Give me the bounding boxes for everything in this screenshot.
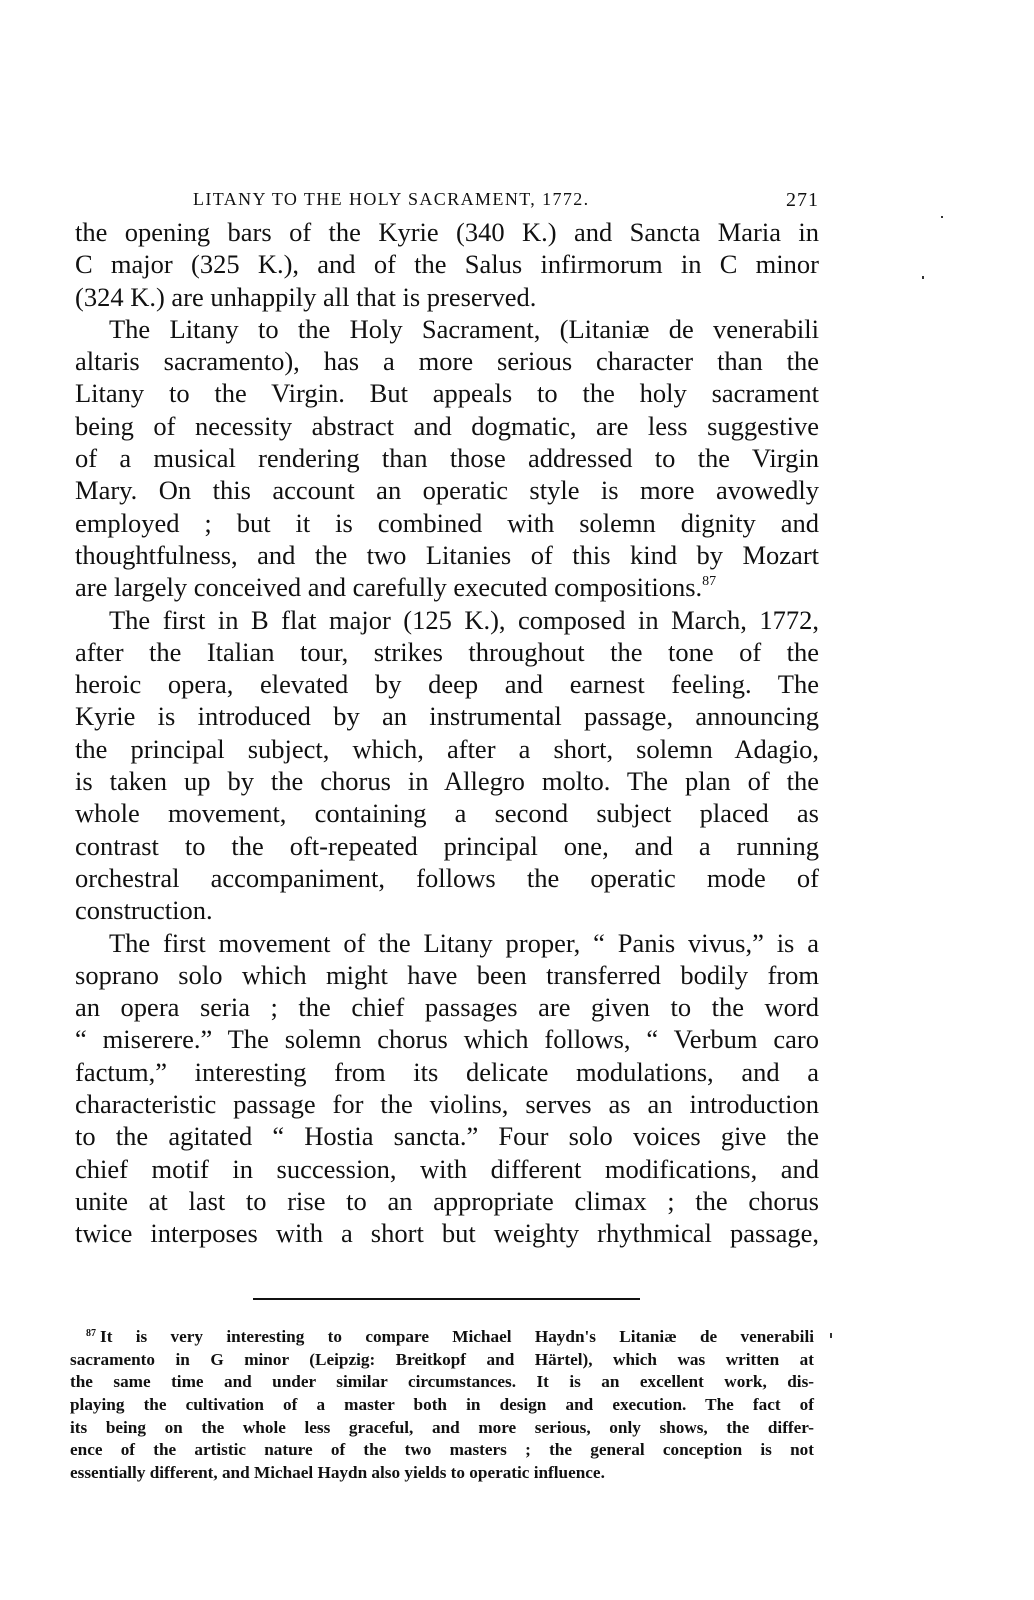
footnote-line-content: its being on the whole less graceful, and more serious, only shows, the differ- <box>70 1417 814 1437</box>
text-line <box>75 313 819 345</box>
text-line <box>75 571 819 603</box>
text-line <box>75 345 819 377</box>
footnote-line <box>70 1394 814 1417</box>
scan-speck <box>941 216 943 218</box>
text-line-content: unite at last to rise to an appropriate climax ; the chorus <box>75 1185 819 1216</box>
text-line <box>75 1023 819 1055</box>
text-line <box>75 862 819 894</box>
text-line <box>75 410 819 442</box>
text-line-content: “ miserere.” The solemn chorus which follows, “ Verbum caro <box>75 1024 819 1055</box>
text-line <box>75 377 819 409</box>
text-line <box>75 1185 819 1217</box>
text-line <box>75 894 819 926</box>
text-line-content: contrast to the oft-repeated principal one, and a running <box>75 830 819 861</box>
text-line <box>75 539 819 571</box>
text-line-content: being of necessity abstract and dogmatic, are less suggestive <box>75 410 819 441</box>
text-line <box>75 1056 819 1088</box>
text-line-content: Mary. On this account an operatic style is more avowedly <box>75 475 819 506</box>
page-number: 271 <box>786 189 819 211</box>
text-line-content: C major (325 K.), and of the Salus infirmorum in C minor <box>75 249 819 280</box>
footnote-87 <box>70 1326 814 1485</box>
text-line-content: the principal subject, which, after a short, solemn Adagio, <box>75 733 819 764</box>
footnote-line <box>70 1326 814 1349</box>
text-line-content: Kyrie is introduced by an instrumental passage, announcing <box>75 701 819 732</box>
footnote-reference[interactable]: 87 <box>702 574 717 590</box>
running-header-title: LITANY TO THE HOLY SACRAMENT, 1772. <box>193 189 590 209</box>
footnote-line-content: essentially different, and Michael Haydn also yields to operatic influence. <box>70 1463 605 1483</box>
scan-speck <box>922 276 924 279</box>
text-line <box>75 959 819 991</box>
text-line-content: after the Italian tour, strikes throughout the tone of the <box>75 636 819 667</box>
footnote-separator-rule <box>253 1298 640 1300</box>
text-line <box>75 765 819 797</box>
text-line-content: construction. <box>75 895 213 926</box>
text-line-content: are largely conceived and carefully executed compositions. <box>75 572 703 603</box>
text-line <box>75 797 819 829</box>
scan-speck <box>830 1333 832 1338</box>
text-line-content: chief motif in succession, with different modifications, and <box>75 1153 819 1184</box>
footnote-line-content: sacramento in G minor (Leipzig: Breitkopf and Härtel), which was written at <box>70 1349 814 1369</box>
text-line-content: twice interposes with a short but weighty rhythmical passage, <box>75 1218 819 1249</box>
text-line-content: The first in B flat major (125 K.), composed in March, 1772, <box>109 604 819 635</box>
text-line <box>75 830 819 862</box>
footnote-line <box>70 1349 814 1372</box>
text-line-content: thoughtfulness, and the two Litanies of this kind by Mozart <box>75 539 819 570</box>
text-line-content: an opera seria ; the chief passages are given to the word <box>75 992 819 1023</box>
text-line <box>75 1153 819 1185</box>
text-line <box>75 927 819 959</box>
text-line <box>75 1120 819 1152</box>
text-line <box>75 442 819 474</box>
text-line-content: whole movement, containing a second subject placed as <box>75 798 819 829</box>
main-text <box>75 216 819 1250</box>
footnote-marker: 87 <box>86 1328 96 1339</box>
text-line-content: employed ; but it is combined with solemn dignity and <box>75 507 819 538</box>
text-line-content: altaris sacramento), has a more serious character than the <box>75 346 819 377</box>
text-line <box>75 668 819 700</box>
text-line-content: The Litany to the Holy Sacrament, (Litaniæ de venerabili <box>109 313 819 344</box>
text-line <box>75 636 819 668</box>
text-line-content: the opening bars of the Kyrie (340 K.) and Sancta Maria in <box>75 217 819 247</box>
footnote-line-content: It is very interesting to compare Michael Haydn's Litaniæ de venerabili <box>100 1327 814 1346</box>
text-line <box>75 281 819 313</box>
text-line <box>75 248 819 280</box>
footnote-line <box>70 1371 814 1394</box>
text-line <box>75 216 819 248</box>
text-line <box>75 507 819 539</box>
footnote-line <box>70 1417 814 1440</box>
text-line <box>75 474 819 506</box>
text-line <box>75 991 819 1023</box>
text-line <box>75 1217 819 1249</box>
footnote-line-content: playing the cultivation of a master both in design and execution. The fact of <box>70 1395 814 1415</box>
text-line-content: heroic opera, elevated by deep and earnest feeling. The <box>75 669 819 700</box>
text-line-content: characteristic passage for the violins, serves as an introduction <box>75 1089 819 1120</box>
text-line-content: to the agitated “ Hostia sancta.” Four solo voices give the <box>75 1121 819 1152</box>
text-line <box>75 733 819 765</box>
footnote-line-content: ence of the artistic nature of the two masters ; the general conception is not <box>70 1440 814 1460</box>
text-line-content: (324 K.) are unhappily all that is preserved. <box>75 281 537 312</box>
text-line <box>75 1088 819 1120</box>
footnote-line <box>70 1439 814 1462</box>
text-line-content: The first movement of the Litany proper, “ Panis vivus,” is a <box>109 927 819 958</box>
text-line <box>75 604 819 636</box>
footnote-line-content: the same time and under similar circumstances. It is an excellent work, dis- <box>70 1372 814 1392</box>
text-line-content: of a musical rendering than those addressed to the Virgin <box>75 443 819 474</box>
text-line-content: orchestral accompaniment, follows the operatic mode of <box>75 862 819 893</box>
text-line-content: soprano solo which might have been transferred bodily from <box>75 959 819 990</box>
footnote-line <box>70 1462 814 1485</box>
text-line-content: Litany to the Virgin. But appeals to the holy sacrament <box>75 378 819 409</box>
text-line <box>75 700 819 732</box>
text-line-content: is taken up by the chorus in Allegro molto. The plan of the <box>75 766 819 797</box>
text-line-content: factum,” interesting from its delicate modulations, and a <box>75 1056 819 1087</box>
